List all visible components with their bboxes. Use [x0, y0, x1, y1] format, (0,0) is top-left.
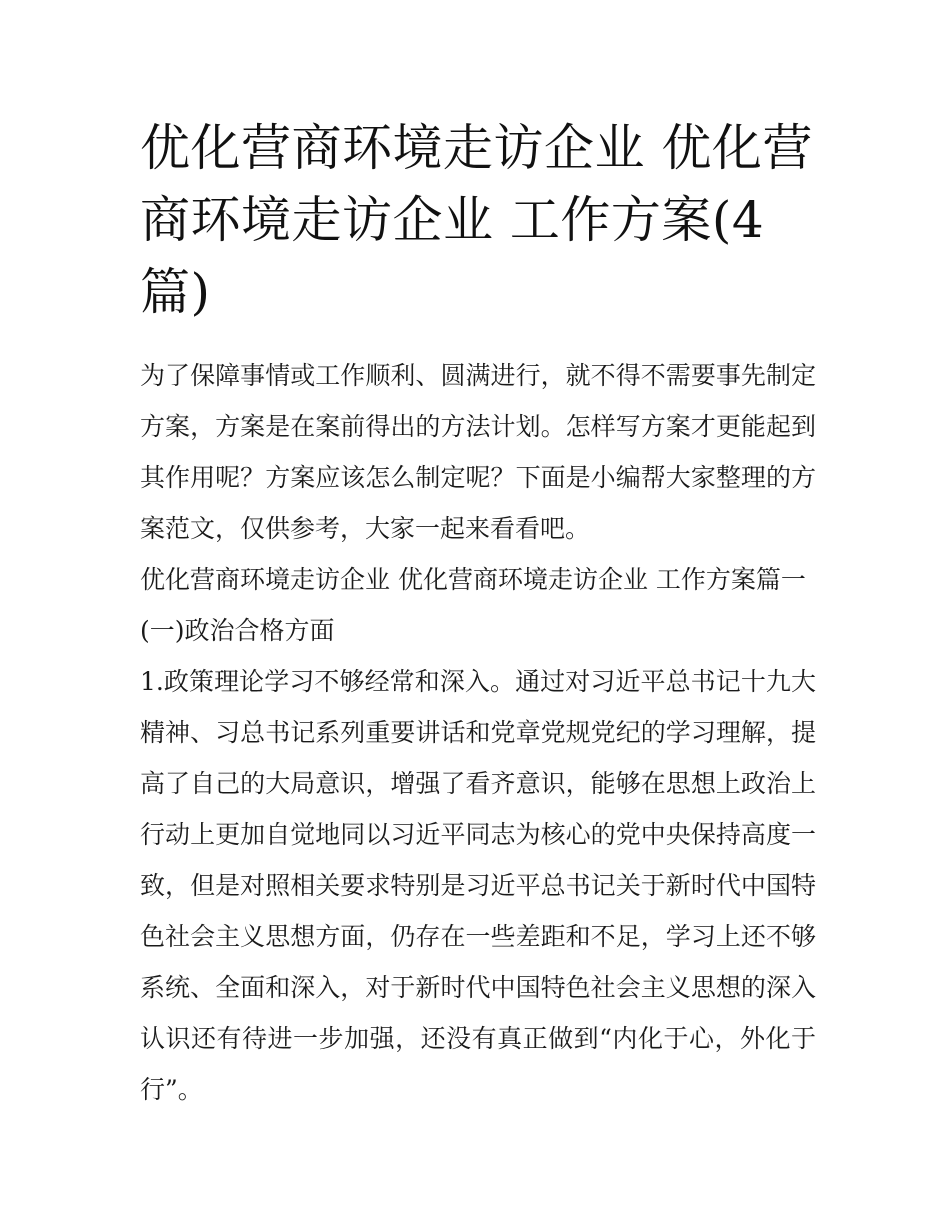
document-page [140, 112, 816, 1115]
section-heading: 优化营商环境走访企业 优化营商环境走访企业 工作方案篇一 [140, 565, 806, 594]
body-paragraph: 1.政策理论学习不够经常和深入。通过对习近平总书记十九大精神、习总书记系列重要讲话和党章党规党纪的学习理解，提高了自己的大局意识，增强了看齐意识，能够在思想上政治上行动上更加自觉地同以习近平同志为核心的党中央保持高度一致，但是对照相关要求特别是习近平总书记关于新时代中国特色社会主义思想方面，仍存在一些差距和不足，学习上还不够系统、全面和深入，对于新时代中国特色社会主义思想的深入认识还有待进一步加强，还没有真正做到“内化于心，外化于行”。 [140, 667, 816, 1104]
document-title: 优化营商环境走访企业 优化营商环境走访企业 工作方案(4篇) [140, 119, 813, 321]
intro-paragraph: 为了保障事情或工作顺利、圆满进行，就不得不需要事先制定方案，方案是在案前得出的方法计划。怎样写方案才更能起到其作用呢？方案应该怎么制定呢？下面是小编帮大家整理的方案范文，仅供参考，大家一起来看看吧。 [140, 361, 816, 543]
document-body [140, 350, 816, 1115]
subsection-heading: (一)政治合格方面 [140, 616, 335, 645]
